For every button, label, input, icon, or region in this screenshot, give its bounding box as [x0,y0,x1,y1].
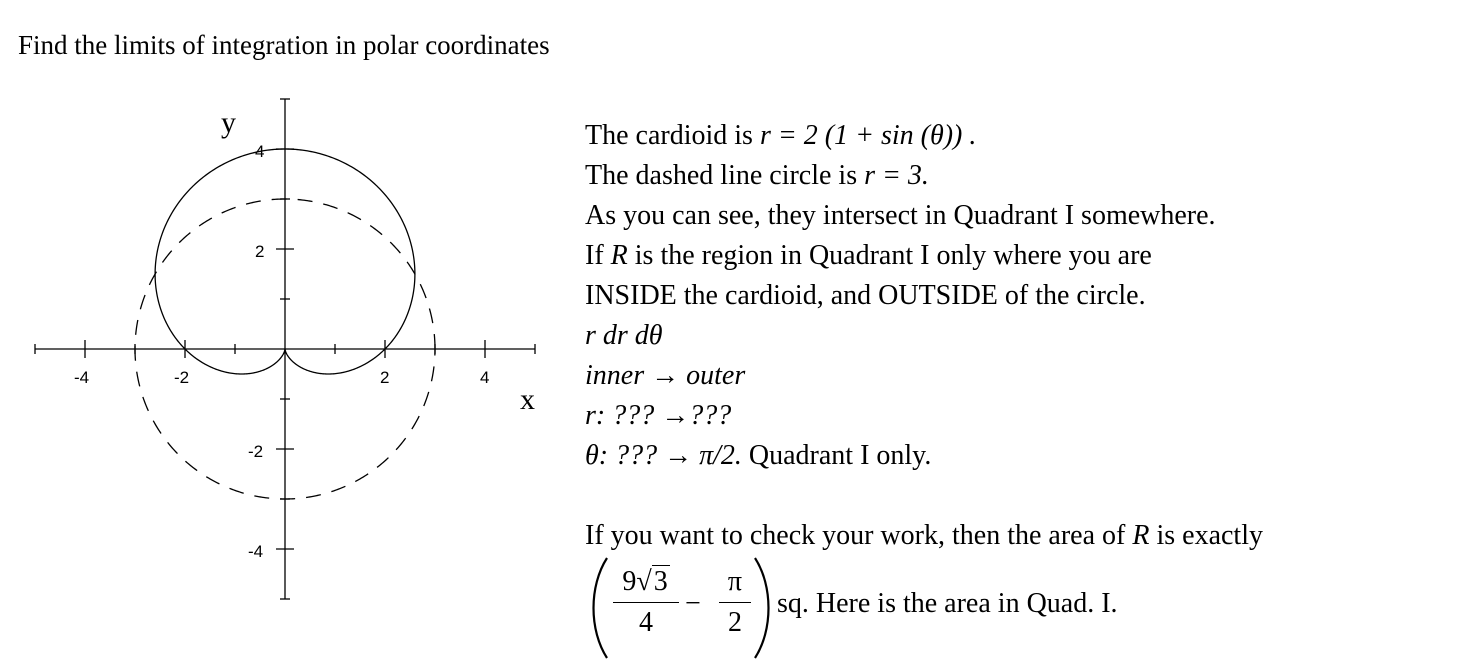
x-tick-labels [74,368,489,387]
y-tick-label: 2 [255,242,265,261]
inside-outside-line: INSIDE the cardioid, and OUTSIDE of the circle. [585,280,1146,311]
cardioid-equation-line: The cardioid is r = 2 (1 + sin (θ)) . [585,120,977,151]
polar-graph [0,0,560,670]
x-tick-label: 4 [480,368,490,387]
cardioid-equation: r = 2 (1 + sin (θ)) . [759,120,977,151]
area-expression [585,556,1465,660]
x-tick-label: -4 [74,368,90,387]
y-axis-label: y [221,106,236,139]
x-axis-label: x [520,383,535,416]
area-tail-text: sq. Here is the area in Quad. I. [777,588,1118,619]
right-paren [751,556,777,660]
inner-outer-line: inner → outer [585,360,746,391]
fraction-pi-over-2: π 2 [719,562,751,643]
intersect-line: As you can see, they intersect in Quadrant I somewhere. [585,200,1216,231]
fraction-9-sqrt3-over-4: 9√3 4 [613,562,679,643]
x-tick-label: 2 [380,368,390,387]
theta-limits-line: θ: ??? → π/2. Quadrant I only. [585,440,932,471]
problem-text [585,116,1465,556]
check-work-line: If you want to check your work, then the area of R is exactly [585,520,1263,551]
y-tick-label: -4 [248,542,264,561]
left-paren [585,556,611,660]
y-tick-label: -2 [248,442,264,461]
y-tick-labels [248,142,264,561]
x-tick-label: -2 [174,368,190,387]
region-line: If R is the region in Quadrant I only where you are [585,240,1152,271]
integrand-line: r dr dθ [585,320,663,351]
sqrt-symbol: √3 [636,566,668,597]
r-limits-line: r: ??? →??? [585,400,732,431]
minus-sign: − [685,588,701,619]
y-tick-label: 4 [255,142,265,161]
circle-equation-line: The dashed line circle is r = 3. [585,160,929,191]
circle-equation: r = 3. [864,160,929,191]
page-heading: Find the limits of integration in polar coordinates [18,30,550,60]
